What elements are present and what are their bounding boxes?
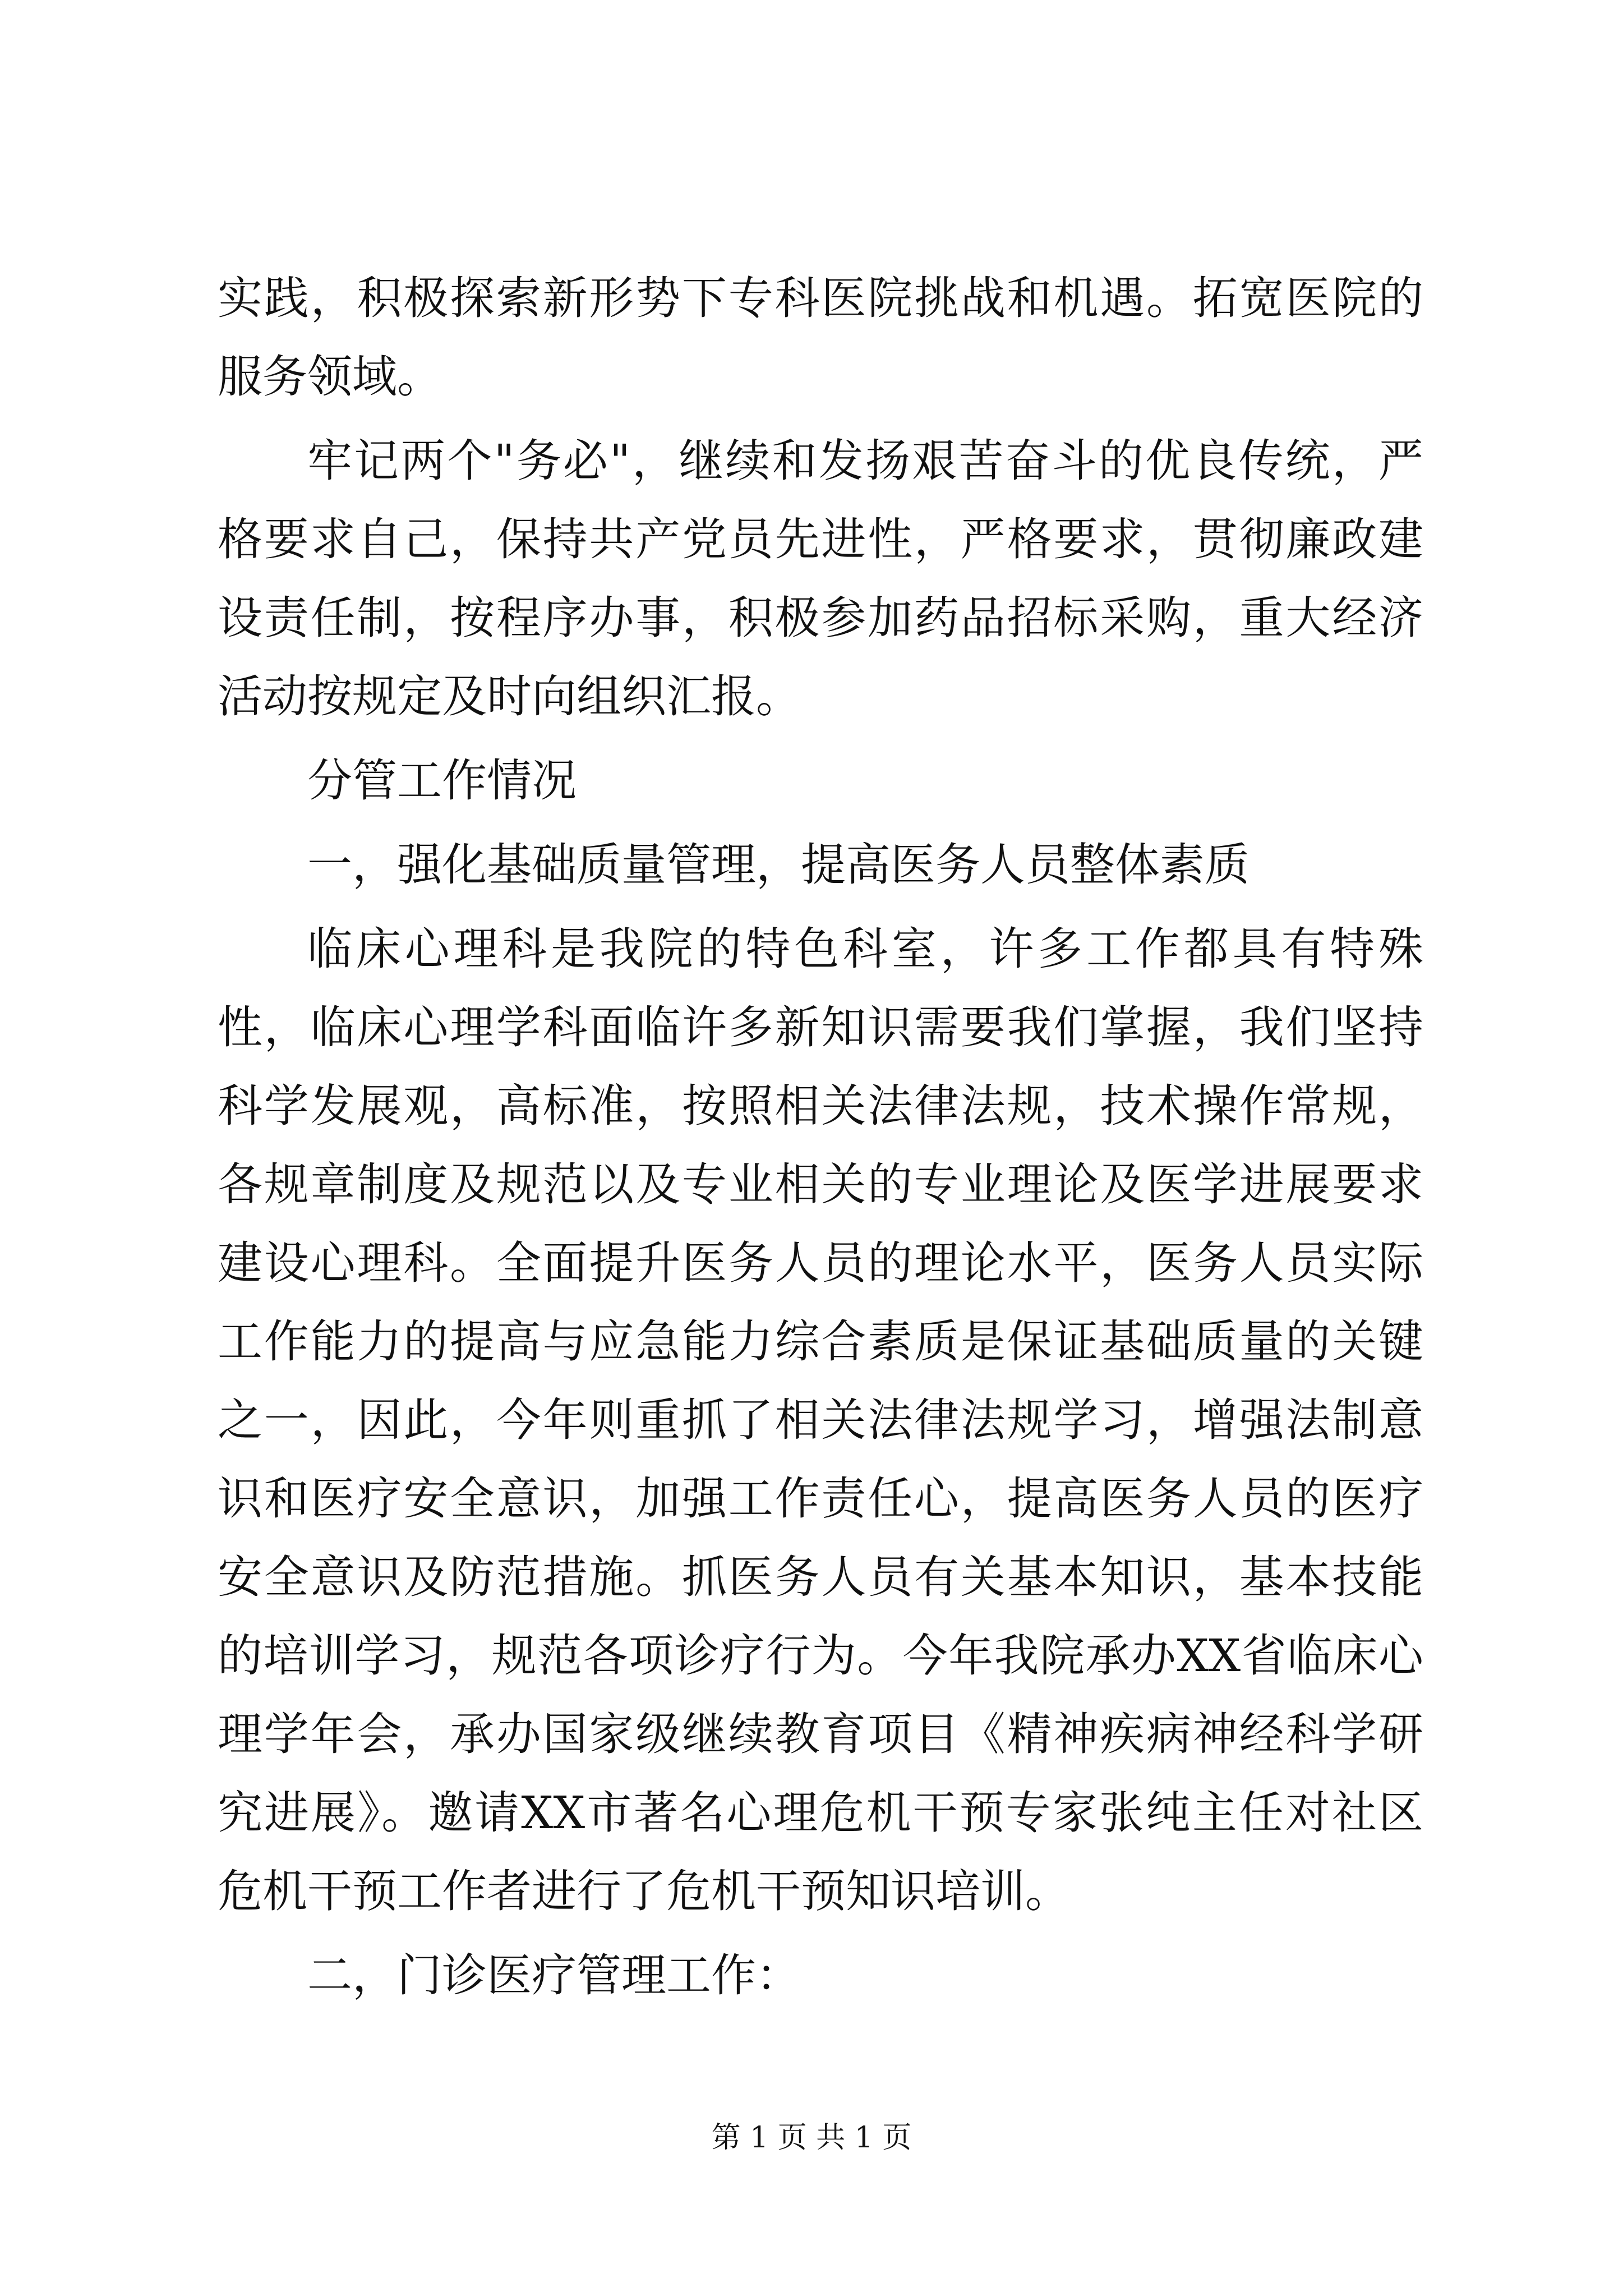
paragraph: 实践，积极探索新形势下专科医院挑战和机遇。拓宽医院的服务领域。 (218, 272, 1423, 403)
paragraph: 临床心理科是我院的特色科室，许多工作都具有特殊性，临床心理学科面临许多新知识需要我们掌握，我们坚持科学发展观，高标准，按照相关法律法规，技术操作常规，各规章制度及规范以及专业相关的专业理论及医学进展要求建设心理科。全面提升医务人员的理论水平，医务人员实际工作能力的提高与应急能力综合素质是保证基础质量的关键之一，因此，今年则重抓了相关法律法规学习，增强法制意识和医疗安全意识，加强工作责任心，提高医务人员的医疗安全意识及防范措施。抓医务人员有关基本知识，基本技能的培训学习，规范各项诊疗行为。今年我院承办XX省临床心理学年会，承办国家级继续教育项目《精神疾病神经科学研究进展》。邀请XX市著名心理危机干预专家张纯主任对社区危机干预工作者进行了危机干预知识培训。 (218, 923, 1423, 1917)
paragraph: 牢记两个"务必"，继续和发扬艰苦奋斗的优良传统，严格要求自己，保持共产党员先进性，严格要求，贯彻廉政建设责任制，按程序办事，积极参加药品招标采购，重大经济活动按规定及时向组织汇报。 (218, 435, 1423, 723)
section-heading: 分管工作情况 (307, 754, 577, 807)
document-body (218, 259, 1423, 2021)
section-heading: 二，门诊医疗管理工作： (307, 1949, 801, 2001)
page-number-footer: 第 1 页 共 1 页 (711, 2121, 912, 2155)
section-heading: 一，强化基础质量管理，提高医务人员整体素质 (307, 839, 1249, 891)
